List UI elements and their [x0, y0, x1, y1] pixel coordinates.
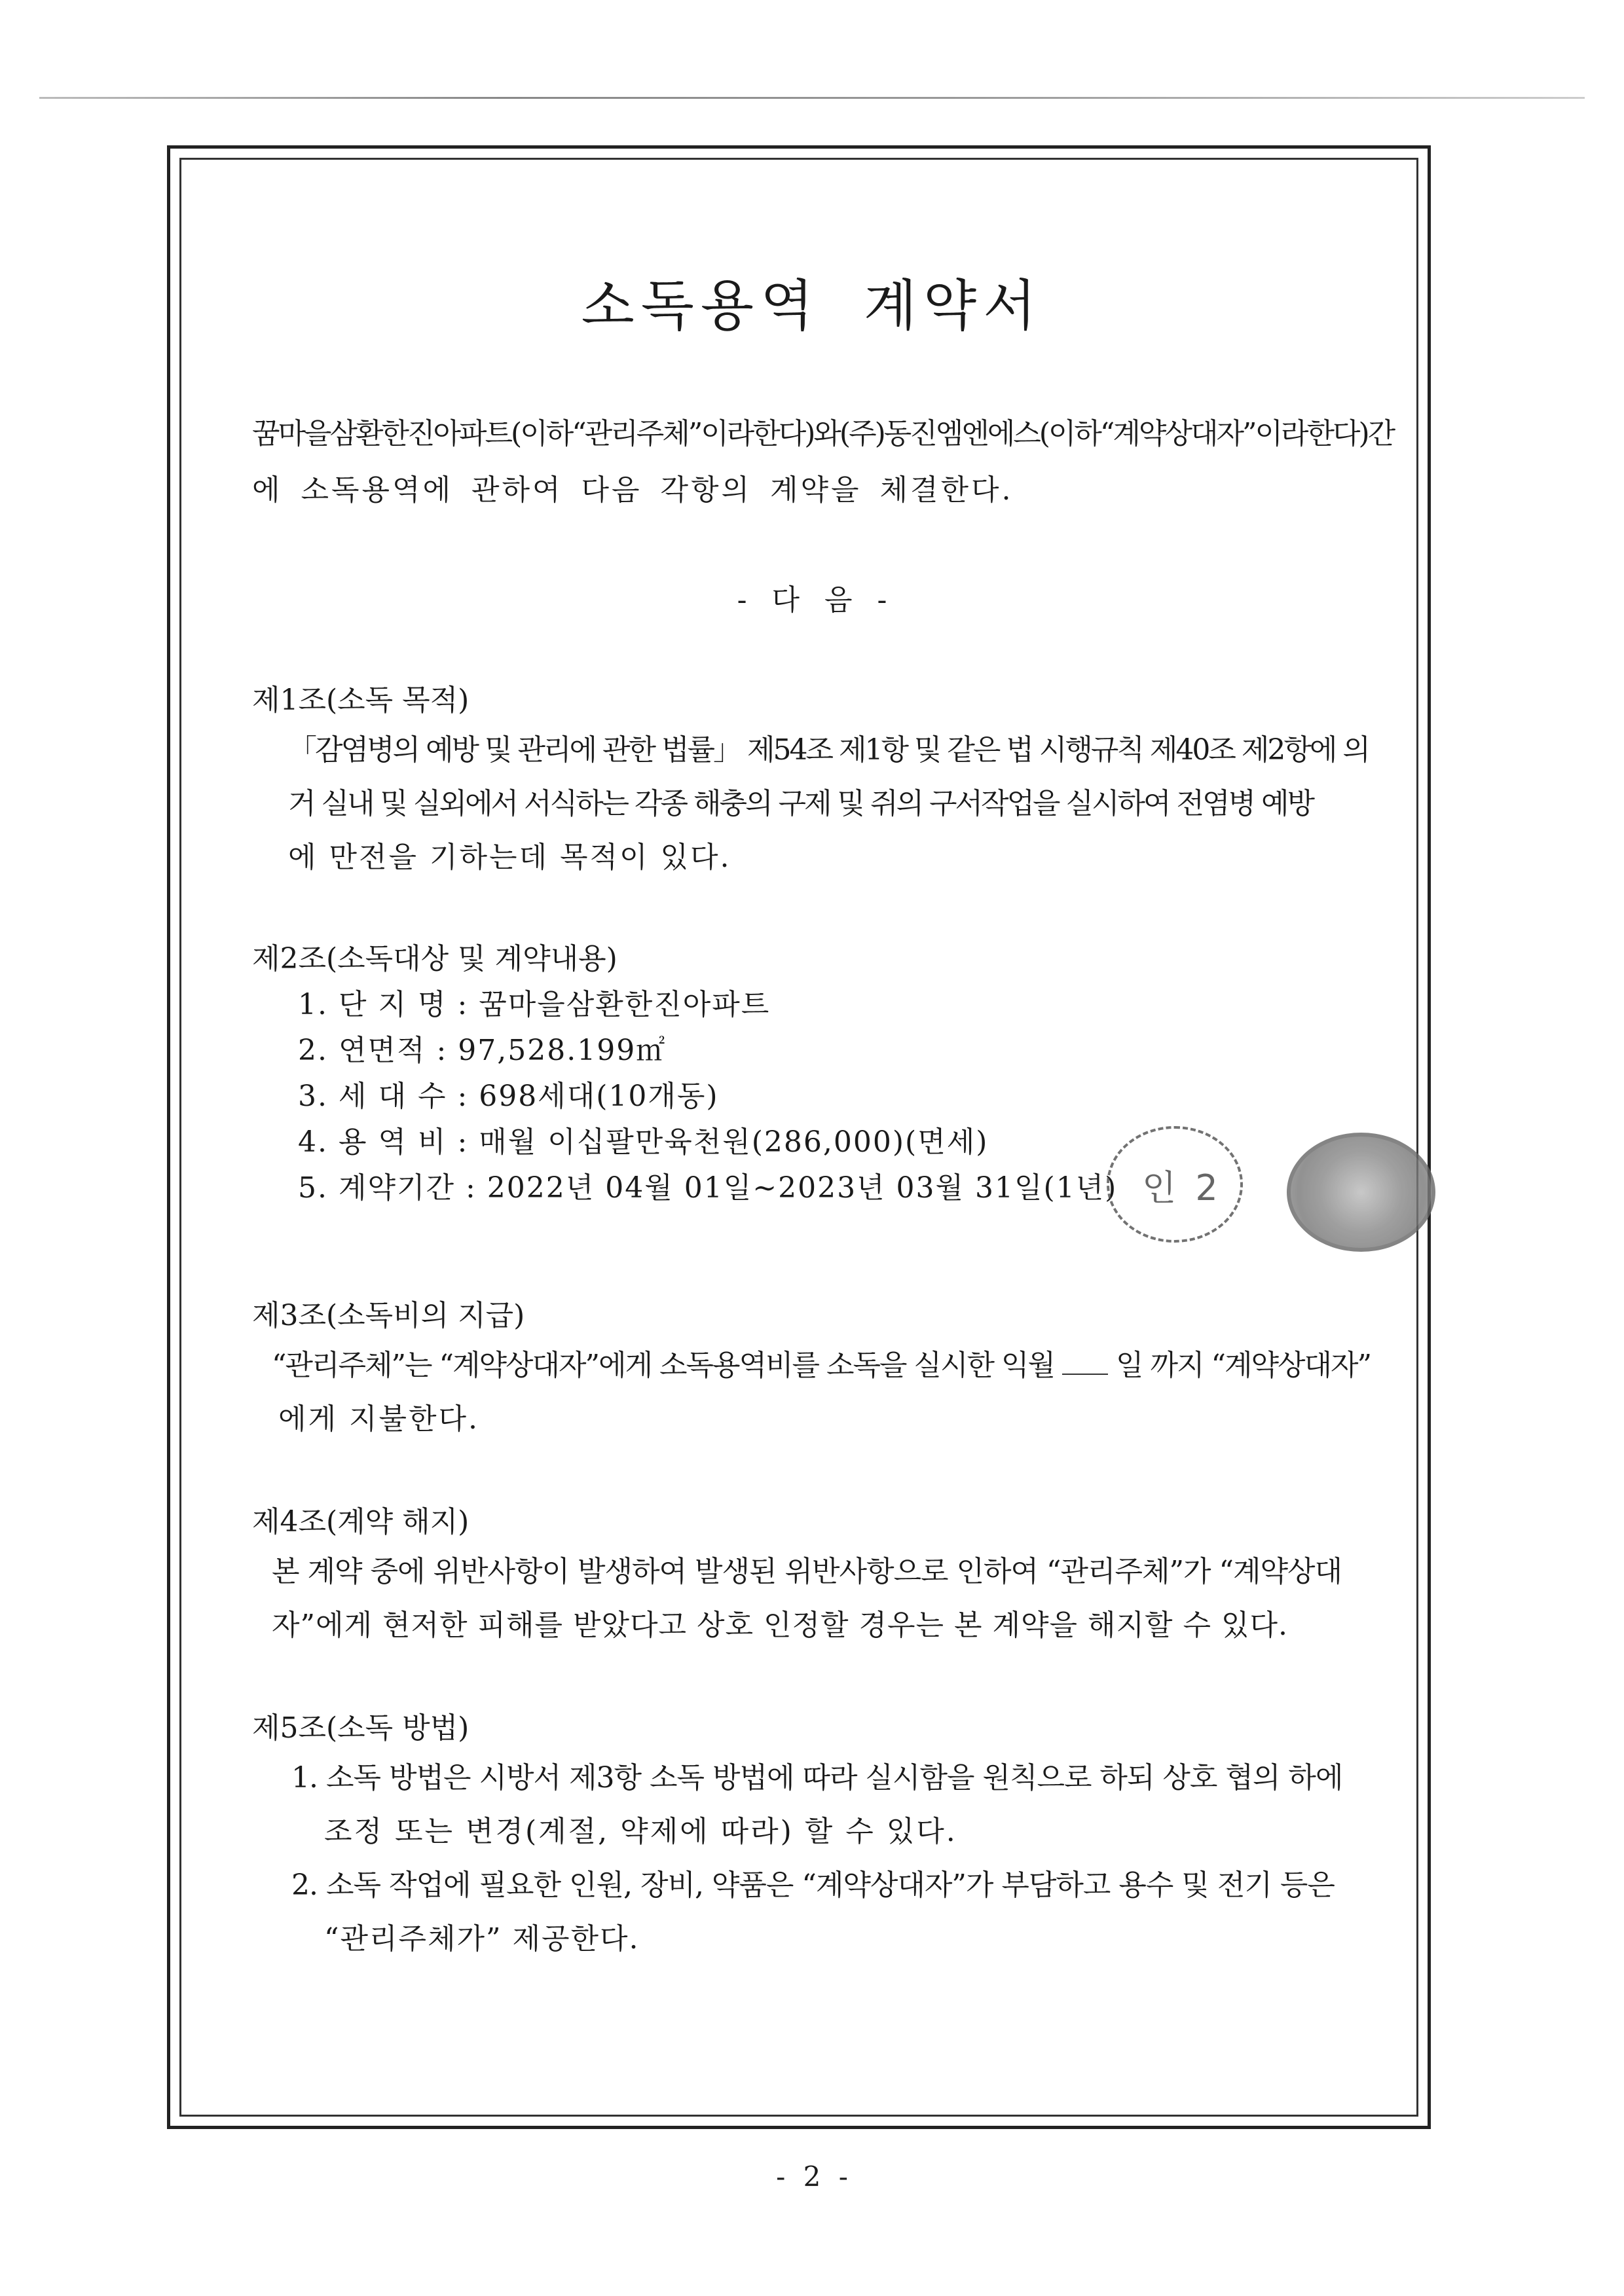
article-1-body: [252, 723, 1418, 884]
article-4-body: [252, 1545, 1418, 1652]
intro-line-1: 꿈마을삼환한진아파트(이하“관리주체”이라한다)와(주)동진엠엔에스(이하“계약상대자”이라한다)간: [252, 417, 1394, 450]
method-item-1-line-2: 조정 또는 변경(계절, 약제에 따라) 할 수 있다.: [324, 1815, 957, 1848]
article-2: [252, 936, 1418, 1211]
article-3-line-1-b: 일 까지 “계약상대자”: [1116, 1349, 1371, 1382]
method-item-1: [252, 1751, 1418, 1859]
page-number: - 2 -: [776, 2160, 848, 2193]
article-3-title: 제3조(소독비의 지급): [252, 1299, 525, 1332]
contract-item-period: 5. 계약기간 : 2022년 04월 01일~2023년 03월 31일(1년): [298, 1171, 1118, 1205]
article-2-title: 제2조(소독대상 및 계약내용): [252, 942, 618, 975]
article-1-title: 제1조(소독 목적): [252, 683, 470, 717]
article-1-line-3: 에 만전을 기하는데 목적이 있다.: [288, 841, 731, 874]
document-title: 소독용역 계약서: [581, 274, 1043, 338]
article-1-line-1: 「감염병의 예방 및 관리에 관한 법률」 제54조 제1항 및 같은 법 시행규칙 제40조 제2항에 의: [288, 733, 1369, 767]
section-divider-heading: - 다 음 -: [737, 583, 887, 617]
article-4: [252, 1499, 1418, 1652]
payment-day-blank: [1062, 1354, 1108, 1375]
article-1-line-2: 거 실내 및 실외에서 서식하는 각종 해충의 구제 및 쥐의 구서작업을 실시하여 전염병 예방: [288, 787, 1313, 820]
contract-item-complex-name: 1. 단 지 명 : 꿈마을삼환한진아파트: [298, 988, 771, 1021]
method-item-2: [252, 1859, 1418, 1966]
article-5-title: 제5조(소독 방법): [252, 1711, 470, 1745]
intro-line-2: 에 소독용역에 관하여 다음 각항의 계약을 체결한다.: [252, 473, 1014, 507]
seal-stamp-contractor-text: 인 2: [1142, 1167, 1222, 1209]
article-1: [252, 678, 1418, 884]
contract-item-floor-area: 2. 연면적 : 97,528.199㎡: [298, 1034, 667, 1067]
scan-edge-line: [39, 97, 1585, 99]
article-3: [252, 1293, 1418, 1446]
contract-item-service-fee: 4. 용 역 비 : 매월 이십팔만육천원(286,000)(면세): [298, 1125, 989, 1159]
seal-stamp-management: [1287, 1133, 1435, 1252]
article-4-line-2: 자”에게 현저한 피해를 받았다고 상호 인정할 경우는 본 계약을 해지할 수 있다.: [272, 1609, 1288, 1642]
contract-item-households: 3. 세 대 수 : 698세대(10개동): [298, 1080, 719, 1113]
intro-paragraph: [252, 406, 1418, 519]
article-3-line-1: [272, 1339, 1418, 1393]
method-item-2-line-2: “관리주체가” 제공한다.: [324, 1922, 640, 1956]
article-5: [252, 1705, 1418, 1966]
method-item-1-line-1: 1. 소독 방법은 시방서 제3항 소독 방법에 따라 실시함을 원칙으로 하되 상호 협의 하에: [291, 1761, 1343, 1795]
method-item-2-line-1: 2. 소독 작업에 필요한 인원, 장비, 약품은 “계약상대자”가 부담하고 용수 및 전기 등은: [291, 1868, 1335, 1902]
article-3-line-1-a: “관리주체”는 “계약상대자”에게 소독용역비를 소독을 실시한 익월: [272, 1349, 1055, 1382]
article-3-body: [252, 1339, 1418, 1446]
article-4-line-1: 본 계약 중에 위반사항이 발생하여 발생된 위반사항으로 인하여 “관리주체”가 “계약상대: [272, 1555, 1342, 1588]
seal-stamp-contractor: [1107, 1126, 1243, 1243]
article-3-line-2: 에게 지불한다.: [278, 1402, 479, 1436]
article-4-title: 제4조(계약 해지): [252, 1505, 470, 1539]
